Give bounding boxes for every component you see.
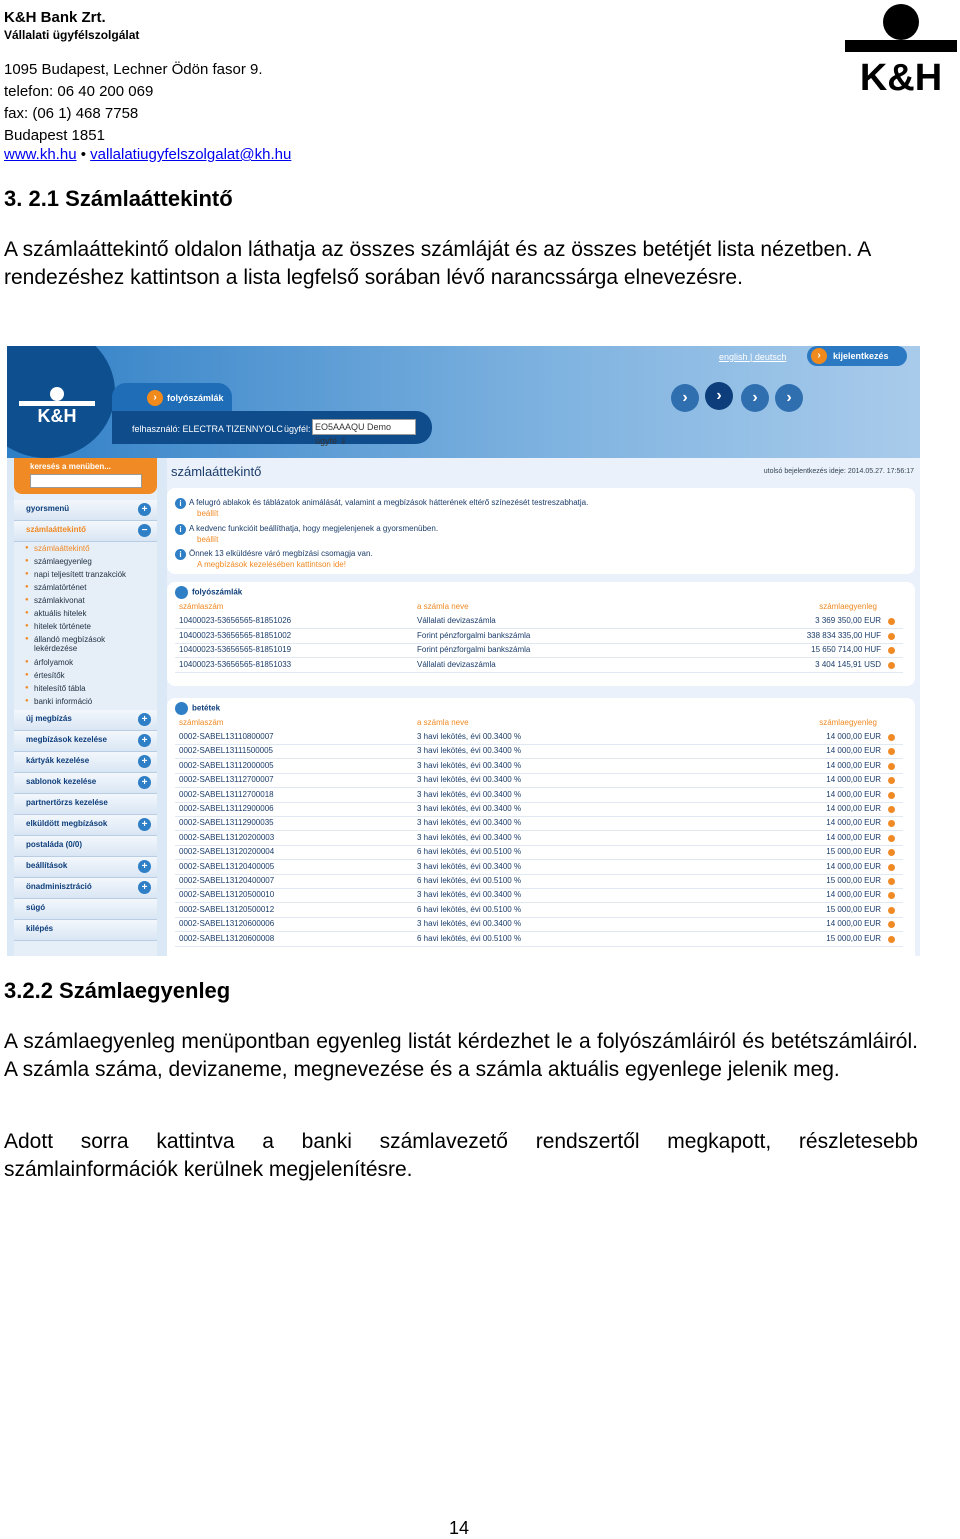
account-balance: 14 000,00 EUR bbox=[826, 760, 881, 770]
account-balance: 14 000,00 EUR bbox=[826, 818, 881, 828]
expand-icon: + bbox=[138, 860, 151, 873]
account-balance: 14 000,00 EUR bbox=[826, 861, 881, 871]
notice-text: A felugró ablakok és táblázatok animálását, valamint a megbízások hátterének eltérő színezését testreszabhatja. bbox=[189, 498, 589, 507]
info-icon: i bbox=[175, 524, 186, 535]
sidebar-item[interactable]: sablonok kezelése + bbox=[14, 773, 157, 794]
page-number: 14 bbox=[449, 1518, 470, 1538]
account-balance: 338 834 335,00 HUF bbox=[806, 630, 881, 640]
nav-arrow-icon[interactable]: › bbox=[741, 384, 769, 412]
row-arrow-icon[interactable] bbox=[888, 647, 895, 654]
sidebar-item[interactable]: megbízások kezelése + bbox=[14, 731, 157, 752]
table-row[interactable] bbox=[175, 643, 903, 658]
panel-title: betétek bbox=[175, 702, 220, 715]
account-number: 10400023-53656565-81851026 bbox=[179, 616, 292, 625]
account-balance: 14 000,00 EUR bbox=[826, 732, 881, 741]
table-row[interactable] bbox=[175, 744, 903, 759]
user-bar bbox=[112, 411, 432, 444]
account-number: 0002-SABEL13112700007 bbox=[179, 775, 274, 785]
fax: fax: (06 1) 468 7758 bbox=[4, 105, 139, 122]
user-label: felhasználó: ELECTRA TIZENNYOLC bbox=[132, 424, 283, 434]
sort-header[interactable]: számlaszám bbox=[179, 602, 224, 611]
account-number: 0002-SABEL13112000005 bbox=[179, 760, 274, 770]
row-arrow-icon[interactable] bbox=[888, 763, 895, 770]
sort-header[interactable]: számlaegyenleg bbox=[819, 602, 877, 611]
table-row[interactable] bbox=[175, 788, 903, 803]
table-row[interactable] bbox=[175, 888, 903, 903]
notice-link[interactable]: beállít bbox=[197, 509, 219, 518]
expand-icon: + bbox=[138, 776, 151, 789]
section-title-balance: 3.2.2 Számlaegyenleg bbox=[4, 978, 231, 1003]
row-arrow-icon[interactable] bbox=[888, 907, 895, 914]
sort-header[interactable]: számlaszám bbox=[179, 718, 224, 727]
table-row[interactable] bbox=[175, 773, 903, 788]
sidebar bbox=[14, 458, 157, 956]
info-icon: i bbox=[175, 549, 186, 560]
account-number: 10400023-53656565-81851002 bbox=[179, 630, 292, 640]
row-arrow-icon[interactable] bbox=[888, 892, 895, 899]
account-name: 3 havi lekötés, évi 00.3400 % bbox=[417, 804, 522, 813]
account-name: 3 havi lekötés, évi 00.3400 % bbox=[417, 775, 522, 785]
account-balance: 14 000,00 EUR bbox=[826, 746, 881, 756]
sidebar-item[interactable]: kilépés bbox=[14, 920, 157, 941]
row-arrow-icon[interactable] bbox=[888, 849, 895, 856]
sidebar-item[interactable]: súgó bbox=[14, 899, 157, 920]
sidebar-subitem[interactable]: ● számlaáttekintő bbox=[34, 544, 90, 553]
sidebar-subitem[interactable]: ● banki információ bbox=[34, 697, 92, 706]
row-arrow-icon[interactable] bbox=[888, 748, 895, 755]
account-name: 3 havi lekötés, évi 00.3400 % bbox=[417, 818, 522, 828]
account-name: 3 havi lekötés, évi 00.3400 % bbox=[417, 789, 522, 799]
table-row[interactable] bbox=[175, 614, 903, 629]
row-arrow-icon[interactable] bbox=[888, 618, 895, 625]
account-balance: 14 000,00 EUR bbox=[826, 832, 881, 842]
sort-header[interactable]: számlaegyenleg bbox=[819, 718, 877, 727]
sidebar-item-gyorsmenu[interactable]: gyorsmenü + bbox=[14, 500, 157, 521]
sidebar-subitem[interactable]: ● napi teljesített tranzakciók bbox=[34, 570, 126, 579]
page-title: számlaáttekintő bbox=[171, 464, 262, 479]
sidebar-subitem[interactable]: ● árfolyamok bbox=[34, 658, 73, 667]
section-body-balance: A számlaegyenleg menüpontban egyenleg listát kérdezhet le a folyószámláiról és betétszámláiról. A számla száma, devizaneme, megnevezése és a számla aktuális egyenlege jelenik meg. bbox=[4, 1030, 918, 1081]
sidebar-item[interactable]: önadminisztráció + bbox=[14, 878, 157, 899]
row-arrow-icon[interactable] bbox=[888, 734, 895, 741]
sidebar-subitem[interactable]: ● hitelesítő tábla bbox=[34, 684, 86, 693]
account-name: 3 havi lekötés, évi 00.3400 % bbox=[417, 832, 522, 842]
table-row[interactable] bbox=[175, 629, 903, 644]
account-number: 0002-SABEL13120200003 bbox=[179, 832, 275, 842]
logout-button[interactable]: › kijelentkezés bbox=[807, 346, 907, 366]
tab-label: folyószámlák bbox=[167, 393, 224, 403]
row-arrow-icon[interactable] bbox=[888, 835, 895, 842]
account-balance: 14 000,00 EUR bbox=[826, 890, 881, 900]
website-link[interactable]: www.kh.hu bbox=[4, 146, 77, 163]
table-row[interactable] bbox=[175, 860, 903, 875]
expand-icon: + bbox=[138, 734, 151, 747]
sort-header[interactable]: a számla neve bbox=[417, 718, 469, 727]
sidebar-subitem[interactable]: ● aktuális hitelek bbox=[34, 609, 86, 618]
sidebar-item[interactable]: elküldött megbízások + bbox=[14, 815, 157, 836]
language-links[interactable]: english | deutsch bbox=[719, 352, 787, 362]
account-name: 3 havi lekötés, évi 00.3400 % bbox=[417, 732, 522, 741]
notice-link[interactable]: beállít bbox=[197, 535, 219, 544]
table-row[interactable] bbox=[175, 802, 903, 817]
nav-arrow-icon[interactable]: › bbox=[775, 384, 803, 412]
account-name: 6 havi lekötés, évi 00.5100 % bbox=[417, 933, 522, 943]
notice-link[interactable]: A megbízások kezelésében kattintson ide! bbox=[197, 560, 346, 569]
company-name: K&H Bank Zrt. bbox=[4, 9, 106, 26]
section-title-overview: 3. 2.1 Számlaáttekintő bbox=[4, 186, 233, 211]
sidebar-item[interactable]: beállítások + bbox=[14, 857, 157, 878]
nav-arrow-icon[interactable]: › bbox=[671, 384, 699, 412]
expand-icon: + bbox=[138, 881, 151, 894]
account-balance: 14 000,00 EUR bbox=[826, 919, 881, 929]
account-number: 0002-SABEL13111500005 bbox=[179, 746, 274, 756]
account-number: 0002-SABEL13110800007 bbox=[179, 732, 274, 741]
contact-links bbox=[4, 146, 291, 163]
account-number: 0002-SABEL13112700018 bbox=[179, 789, 274, 799]
accounts-panel bbox=[167, 582, 915, 686]
sidebar-item[interactable]: postaláda (0/0) bbox=[14, 836, 157, 857]
account-name: 3 havi lekötés, évi 00.3400 % bbox=[417, 760, 522, 770]
svg-text:K&H: K&H bbox=[37, 406, 77, 426]
account-number: 0002-SABEL13120500010 bbox=[179, 890, 275, 900]
account-name: Vállalati devizaszámla bbox=[417, 616, 496, 625]
expand-icon: + bbox=[138, 713, 151, 726]
row-arrow-icon[interactable] bbox=[888, 777, 895, 784]
client-select[interactable]: EO5AAAQU Demo ügyfé ⇓ bbox=[312, 419, 416, 435]
account-number: 0002-SABEL13120200004 bbox=[179, 847, 275, 857]
arrow-right-icon: › bbox=[811, 348, 827, 364]
app-screenshot bbox=[7, 346, 920, 956]
main-content bbox=[167, 458, 920, 956]
account-balance: 15 650 714,00 HUF bbox=[811, 645, 881, 654]
row-arrow-icon[interactable] bbox=[888, 936, 895, 943]
account-name: 3 havi lekötés, évi 00.3400 % bbox=[417, 919, 522, 929]
collapse-icon: − bbox=[138, 524, 151, 537]
row-arrow-icon[interactable] bbox=[888, 820, 895, 827]
sidebar-subitem[interactable]: ● állandó megbízások lekérdezése bbox=[34, 635, 129, 653]
notice-box bbox=[167, 488, 915, 574]
last-login: utolsó bejelentkezés ideje: 2014.05.27. 17:56:17 bbox=[763, 468, 914, 475]
account-name: 6 havi lekötés, évi 00.5100 % bbox=[417, 847, 522, 857]
account-balance: 15 000,00 EUR bbox=[826, 847, 881, 857]
info-icon: i bbox=[175, 498, 186, 509]
email-link[interactable]: vallalatiugyfelszolgalat@kh.hu bbox=[90, 146, 292, 163]
sidebar-subitem[interactable]: ● hitelek története bbox=[34, 622, 91, 631]
address: 1095 Budapest, Lechner Ödön fasor 9. bbox=[4, 61, 263, 78]
expand-icon: + bbox=[138, 755, 151, 768]
account-number: 0002-SABEL13120600006 bbox=[179, 919, 275, 929]
sidebar-subitem[interactable]: ● számlatörténet bbox=[34, 583, 86, 592]
sidebar-subitem[interactable]: ● számlaegyenleg bbox=[34, 557, 92, 566]
section-body-overview: A számlaáttekintő oldalon láthatja az összes számláját és az összes betétjét lista nézetben. A rendezéshez kattintson a lista legfelső sorában lévő narancssárga elnevezésre. bbox=[4, 238, 871, 289]
sort-header[interactable]: a számla neve bbox=[417, 602, 469, 611]
expand-icon: + bbox=[138, 818, 151, 831]
phone: telefon: 06 40 200 069 bbox=[4, 83, 154, 100]
account-name: 3 havi lekötés, évi 00.3400 % bbox=[417, 890, 522, 900]
account-name: Forint pénzforgalmi bankszámla bbox=[417, 630, 531, 640]
sidebar-item[interactable]: kártyák kezelése + bbox=[14, 752, 157, 773]
account-balance: 14 000,00 EUR bbox=[826, 775, 881, 785]
account-balance: 14 000,00 EUR bbox=[826, 804, 881, 813]
account-number: 0002-SABEL13112900006 bbox=[179, 804, 274, 813]
row-arrow-icon[interactable] bbox=[888, 864, 895, 871]
table-row[interactable] bbox=[175, 917, 903, 932]
account-balance: 15 000,00 EUR bbox=[826, 933, 881, 943]
account-name: 6 havi lekötés, évi 00.5100 % bbox=[417, 876, 522, 885]
row-arrow-icon[interactable] bbox=[888, 792, 895, 799]
section-body-balance-detail: Adott sorra kattintva a banki számlavezető rendszertől megkapott, részletesebb számlainformációk kerülnek megjelenítésre. bbox=[4, 1130, 918, 1181]
account-balance: 15 000,00 EUR bbox=[826, 904, 881, 914]
account-balance: 14 000,00 EUR bbox=[826, 789, 881, 799]
table-row[interactable] bbox=[175, 932, 903, 947]
account-number: 0002-SABEL13120500012 bbox=[179, 904, 275, 914]
account-name: 3 havi lekötés, évi 00.3400 % bbox=[417, 746, 522, 756]
sidebar-subitem[interactable]: ● értesítők bbox=[34, 671, 65, 680]
sidebar-item-szamlaattekinto[interactable]: számlaáttekintő − bbox=[14, 521, 157, 542]
account-number: 0002-SABEL13112900035 bbox=[179, 818, 274, 828]
table-row[interactable] bbox=[175, 874, 903, 889]
account-number: 0002-SABEL13120400005 bbox=[179, 861, 275, 871]
notice-text: A kedvenc funkcióit beállíthatja, hogy megjelenjenek a gyorsmenüben. bbox=[189, 524, 439, 533]
account-number: 10400023-53656565-81851019 bbox=[179, 645, 292, 654]
menu-search: keresés a menüben... bbox=[14, 458, 157, 494]
table-row[interactable] bbox=[175, 831, 903, 846]
account-name: Forint pénzforgalmi bankszámla bbox=[417, 645, 531, 654]
account-name: 6 havi lekötés, évi 00.5100 % bbox=[417, 904, 522, 914]
table-row[interactable] bbox=[175, 816, 903, 831]
row-arrow-icon[interactable] bbox=[888, 633, 895, 640]
table-row[interactable] bbox=[175, 730, 903, 745]
notice-text: Önnek 13 elküldésre váró megbízási csomagja van. bbox=[189, 549, 373, 558]
row-arrow-icon[interactable] bbox=[888, 921, 895, 928]
sidebar-item[interactable]: új megbízás + bbox=[14, 710, 157, 731]
account-name: Vállalati devizaszámla bbox=[417, 659, 496, 669]
account-balance: 3 369 350,00 EUR bbox=[815, 616, 881, 625]
table-row[interactable] bbox=[175, 845, 903, 860]
account-balance: 15 000,00 EUR bbox=[826, 876, 881, 885]
app-logo bbox=[17, 386, 97, 426]
deposits-panel bbox=[167, 698, 915, 956]
row-arrow-icon[interactable] bbox=[888, 806, 895, 813]
menu-search-input[interactable] bbox=[30, 474, 142, 488]
sidebar-subitem[interactable]: ● számlakivonat bbox=[34, 596, 85, 605]
arrow-right-icon: › bbox=[147, 390, 163, 406]
nav-arrow-icon[interactable]: › bbox=[705, 382, 733, 410]
row-arrow-icon[interactable] bbox=[888, 662, 895, 669]
account-number: 0002-SABEL13120400007 bbox=[179, 876, 275, 885]
client-label: ügyfél: bbox=[284, 424, 311, 434]
account-number: 10400023-53656565-81851033 bbox=[179, 659, 292, 669]
postal-address: Budapest 1851 bbox=[4, 127, 105, 144]
panel-title: folyószámlák bbox=[175, 586, 242, 599]
kh-logo bbox=[843, 2, 959, 94]
account-name: 3 havi lekötés, évi 00.3400 % bbox=[417, 861, 522, 871]
account-balance: 3 404 145,91 USD bbox=[815, 659, 881, 669]
table-row[interactable] bbox=[175, 759, 903, 774]
department-name: Vállalati ügyfélszolgálat bbox=[4, 28, 140, 42]
separator: • bbox=[80, 146, 86, 163]
table-row[interactable] bbox=[175, 903, 903, 918]
expand-icon: + bbox=[138, 503, 151, 516]
sidebar-item[interactable]: partnertörzs kezelése bbox=[14, 794, 157, 815]
row-arrow-icon[interactable] bbox=[888, 878, 895, 885]
logo-text: K&H bbox=[859, 57, 943, 94]
table-row[interactable] bbox=[175, 658, 903, 673]
account-number: 0002-SABEL13120600008 bbox=[179, 933, 275, 943]
